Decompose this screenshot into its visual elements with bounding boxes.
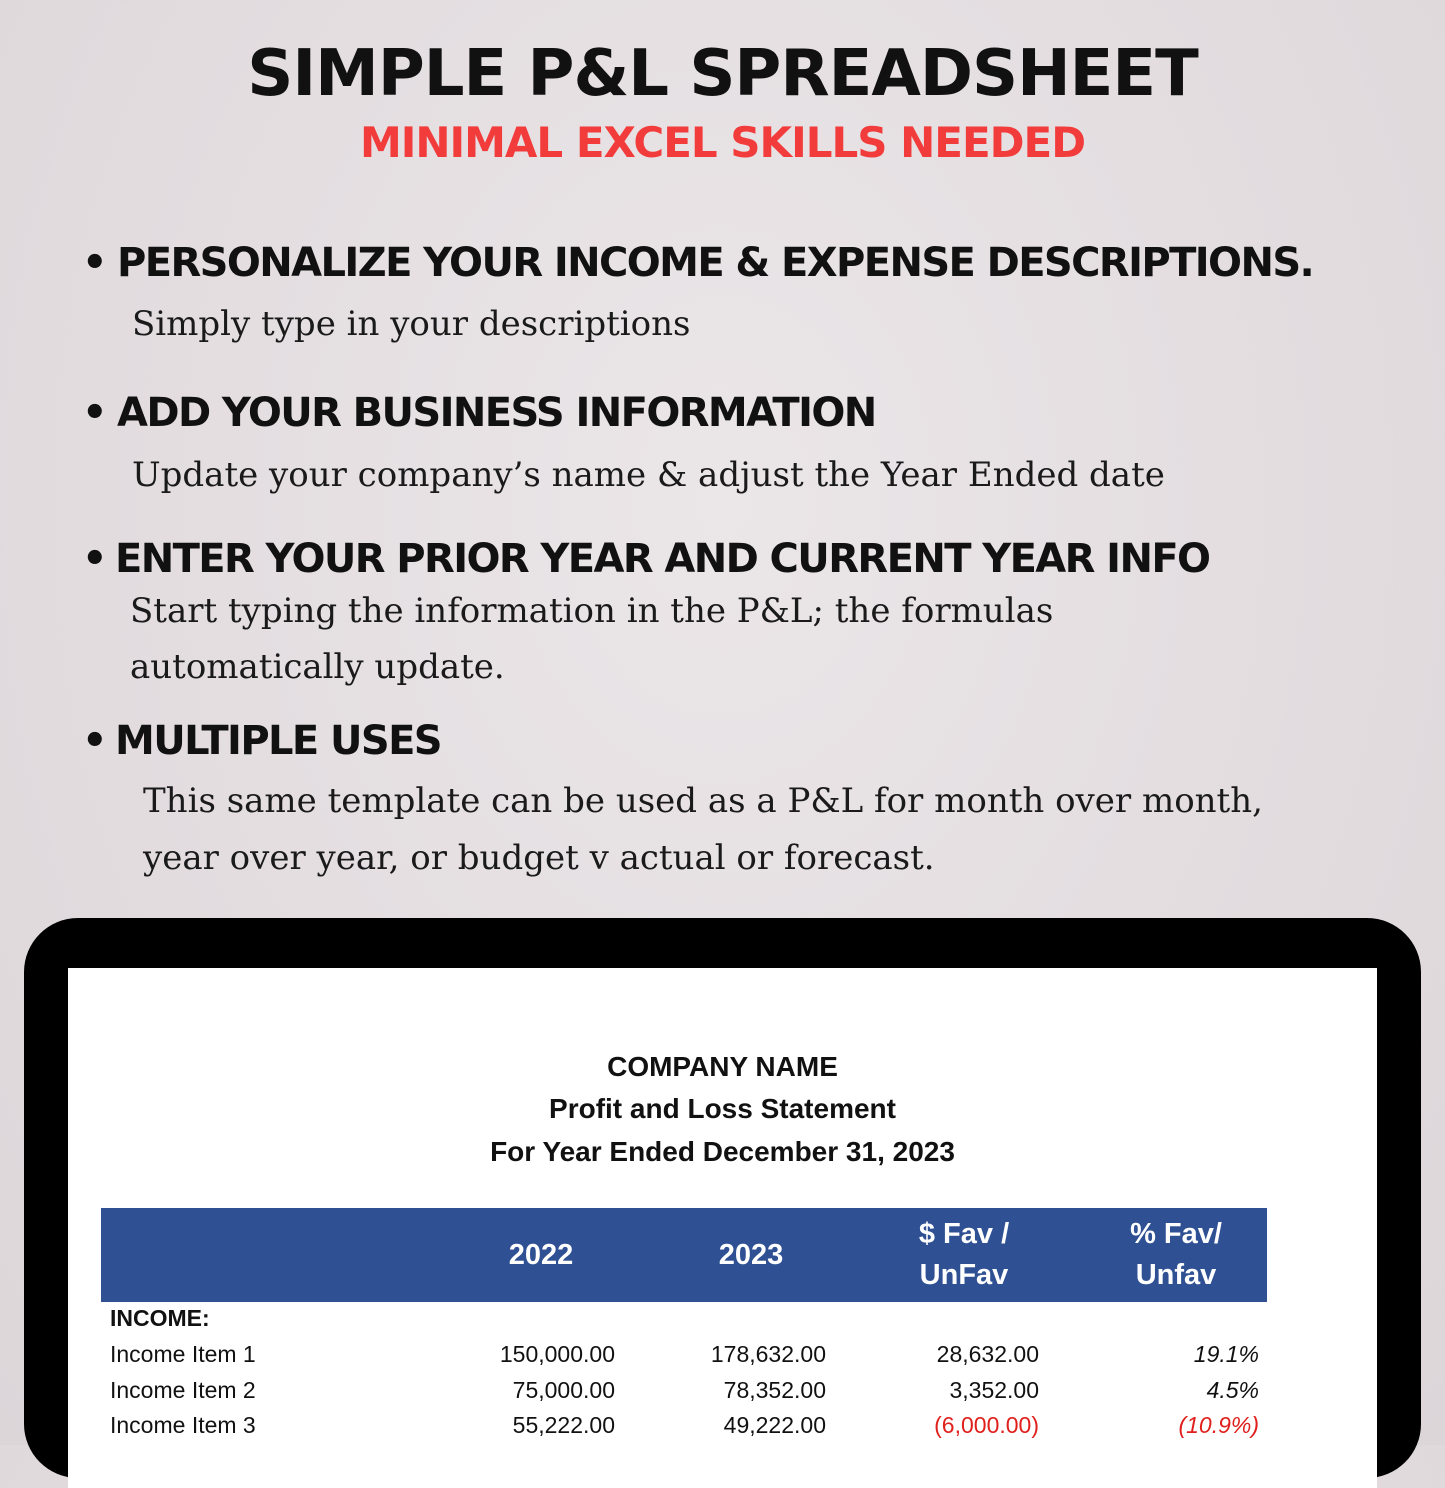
- page-subtitle: MINIMAL EXCEL SKILLS NEEDED: [359, 118, 1086, 167]
- col-header-line-1: $ Fav /: [918, 1218, 1010, 1250]
- spreadsheet-screen: [68, 968, 1377, 1488]
- page-title: SIMPLE P&L SPREADSHEET: [247, 37, 1198, 111]
- cell-dollar-fav: (6,000.00): [934, 1412, 1039, 1438]
- bullet-dot: •: [82, 390, 108, 436]
- feature-heading: ADD YOUR BUSINESS INFORMATION: [117, 390, 876, 436]
- feature-description: Simply type in your descriptions: [132, 304, 691, 344]
- table-row[interactable]: [68, 1377, 1377, 1413]
- cell-pct-fav: (10.9%): [1178, 1412, 1259, 1438]
- table-row[interactable]: [68, 1412, 1377, 1448]
- col-header-dollar-fav: [879, 1214, 1049, 1296]
- cell-2022: 150,000.00: [499, 1341, 615, 1367]
- cell-2022: 55,222.00: [512, 1412, 615, 1438]
- table-header: [101, 1208, 1267, 1302]
- table-row[interactable]: [68, 1341, 1377, 1377]
- bullet-dot: •: [82, 240, 108, 286]
- cell-2023: 78,352.00: [723, 1377, 826, 1403]
- company-name: COMPANY NAME: [607, 1051, 838, 1082]
- col-header-pct-fav: [1091, 1214, 1261, 1296]
- feature-description-line-1: Start typing the information in the P&L; the formulas: [130, 591, 1054, 631]
- col-header-2023: 2023: [718, 1239, 784, 1271]
- statement-title: Profit and Loss Statement: [549, 1093, 896, 1124]
- cell-dollar-fav: 28,632.00: [936, 1341, 1039, 1367]
- bullet-dot: •: [82, 718, 108, 764]
- row-label: Income Item 1: [110, 1341, 256, 1367]
- cell-pct-fav: 4.5%: [1206, 1377, 1259, 1403]
- statement-period: For Year Ended December 31, 2023: [490, 1136, 955, 1167]
- cell-pct-fav: 19.1%: [1193, 1341, 1259, 1367]
- col-header-line-1: % Fav/: [1130, 1218, 1222, 1250]
- feature-heading: ENTER YOUR PRIOR YEAR AND CURRENT YEAR INFO: [115, 536, 1210, 582]
- cell-dollar-fav: 3,352.00: [949, 1377, 1039, 1403]
- feature-description: Update your company’s name & adjust the Year Ended date: [132, 455, 1165, 495]
- feature-description-line-2: automatically update.: [130, 647, 505, 687]
- row-label: Income Item 2: [110, 1377, 256, 1403]
- row-label: Income Item 3: [110, 1412, 256, 1438]
- feature-heading: MULTIPLE USES: [115, 718, 441, 764]
- cell-2022: 75,000.00: [512, 1377, 615, 1403]
- feature-heading: PERSONALIZE YOUR INCOME & EXPENSE DESCRIPTIONS.: [117, 240, 1314, 286]
- col-header-line-2: Unfav: [1135, 1259, 1217, 1291]
- bullet-dot: •: [82, 536, 108, 582]
- cell-2023: 178,632.00: [710, 1341, 826, 1367]
- col-header-line-2: UnFav: [919, 1259, 1009, 1291]
- col-header-2022: 2022: [508, 1239, 574, 1271]
- feature-description-line-1: This same template can be used as a P&L for month over month,: [143, 781, 1263, 821]
- section-income-label: INCOME:: [110, 1305, 210, 1331]
- cell-2023: 49,222.00: [723, 1412, 826, 1438]
- feature-description-line-2: year over year, or budget v actual or forecast.: [143, 838, 935, 878]
